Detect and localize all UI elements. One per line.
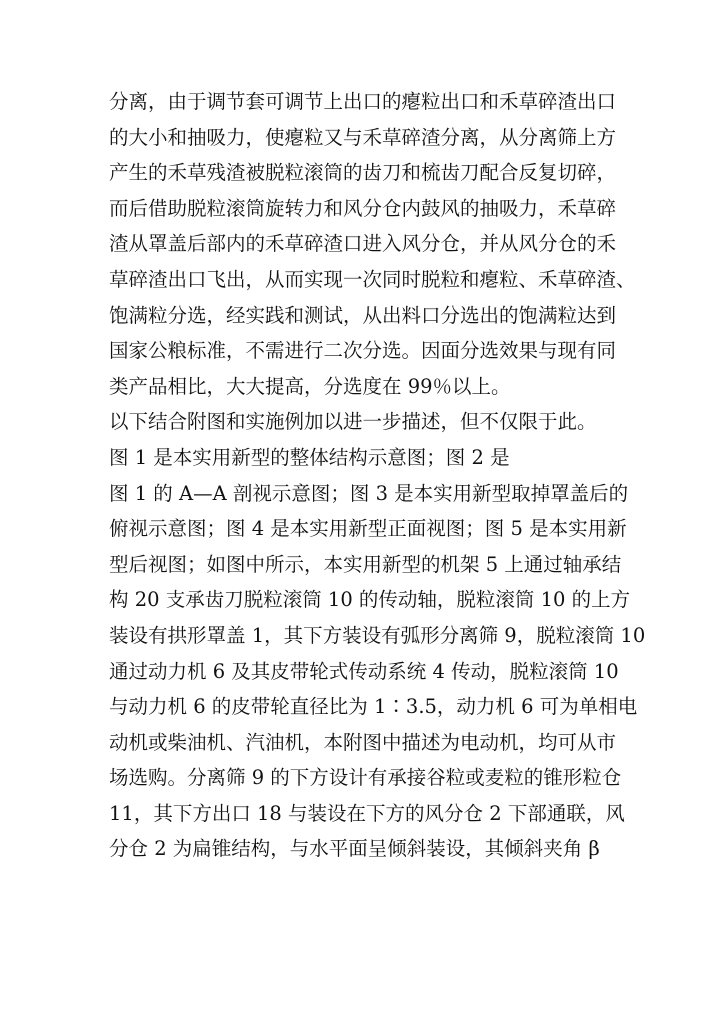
text-line: 分离，由于调节套可调节上出口的瘪粒出口和禾草碎渣出口 — [109, 90, 617, 113]
text-line: 以下结合附图和实施例加以进一步描述，但不仅限于此。 — [109, 410, 597, 434]
text-line: 产生的禾草残渣被脱粒滚筒的齿刀和梳齿刀配合反复切碎， — [109, 161, 617, 185]
text-line: 动机或柴油机、汽油机，本附图中描述为电动机，均可从市 — [109, 730, 617, 754]
text-line: 装设有拱形罩盖 1，其下方装设有弧形分离筛 9，脱粒滚筒 10 — [109, 623, 646, 647]
text-line: 的大小和抽吸力，使瘪粒又与禾草碎渣分离，从分离筛上方 — [109, 125, 617, 149]
text-line: 俯视示意图；图 4 是本实用新型正面视图；图 5 是本实用新 — [109, 517, 627, 541]
text-line: 分仓 2 为扁锥结构，与水平面呈倾斜装设，其倾斜夹角 β — [109, 837, 600, 861]
text-line: 而后借助脱粒滚筒旋转力和风分仓内鼓风的抽吸力，禾草碎 — [109, 196, 617, 220]
text-line: 类产品相比，大大提高，分选度在 99％以上。 — [109, 374, 511, 398]
text-line: 渣从罩盖后部内的禾草碎渣口进入风分仓，并从风分仓的禾 — [109, 232, 617, 256]
text-line: 11，其下方出口 18 与装设在下方的风分仓 2 下部通联，风 — [109, 801, 625, 825]
text-line: 通过动力机 6 及其皮带轮式传动系统 4 传动，脱粒滚筒 10 — [109, 659, 619, 683]
text-line: 国家公粮标准，不需进行二次分选。因面分选效果与现有同 — [109, 339, 617, 363]
text-line: 构 20 支承齿刀脱粒滚筒 10 的传动轴，脱粒滚筒 10 的上方 — [109, 588, 631, 612]
text-line: 型后视图；如图中所示，本实用新型的机架 5 上通过轴承结 — [109, 552, 622, 576]
text-line: 与动力机 6 的皮带轮直径比为 1∶3.5，动力机 6 可为单相电 — [109, 695, 638, 719]
text-line: 图 1 是本实用新型的整体结构示意图；图 2 是 — [109, 445, 510, 469]
text-line: 草碎渣出口飞出，从而实现一次同时脱粒和瘪粒、禾草碎渣、 — [109, 267, 636, 291]
text-line: 场选购。分离筛 9 的下方设计有承接谷粒或麦粒的锥形粒仓 — [109, 766, 622, 790]
text-line: 饱满粒分选，经实践和测试，从出料口分选出的饱满粒达到 — [109, 303, 617, 327]
body-text — [109, 84, 646, 867]
text-line: 图 1 的 A—A 剖视示意图；图 3 是本实用新型取掉罩盖后的 — [109, 481, 629, 505]
